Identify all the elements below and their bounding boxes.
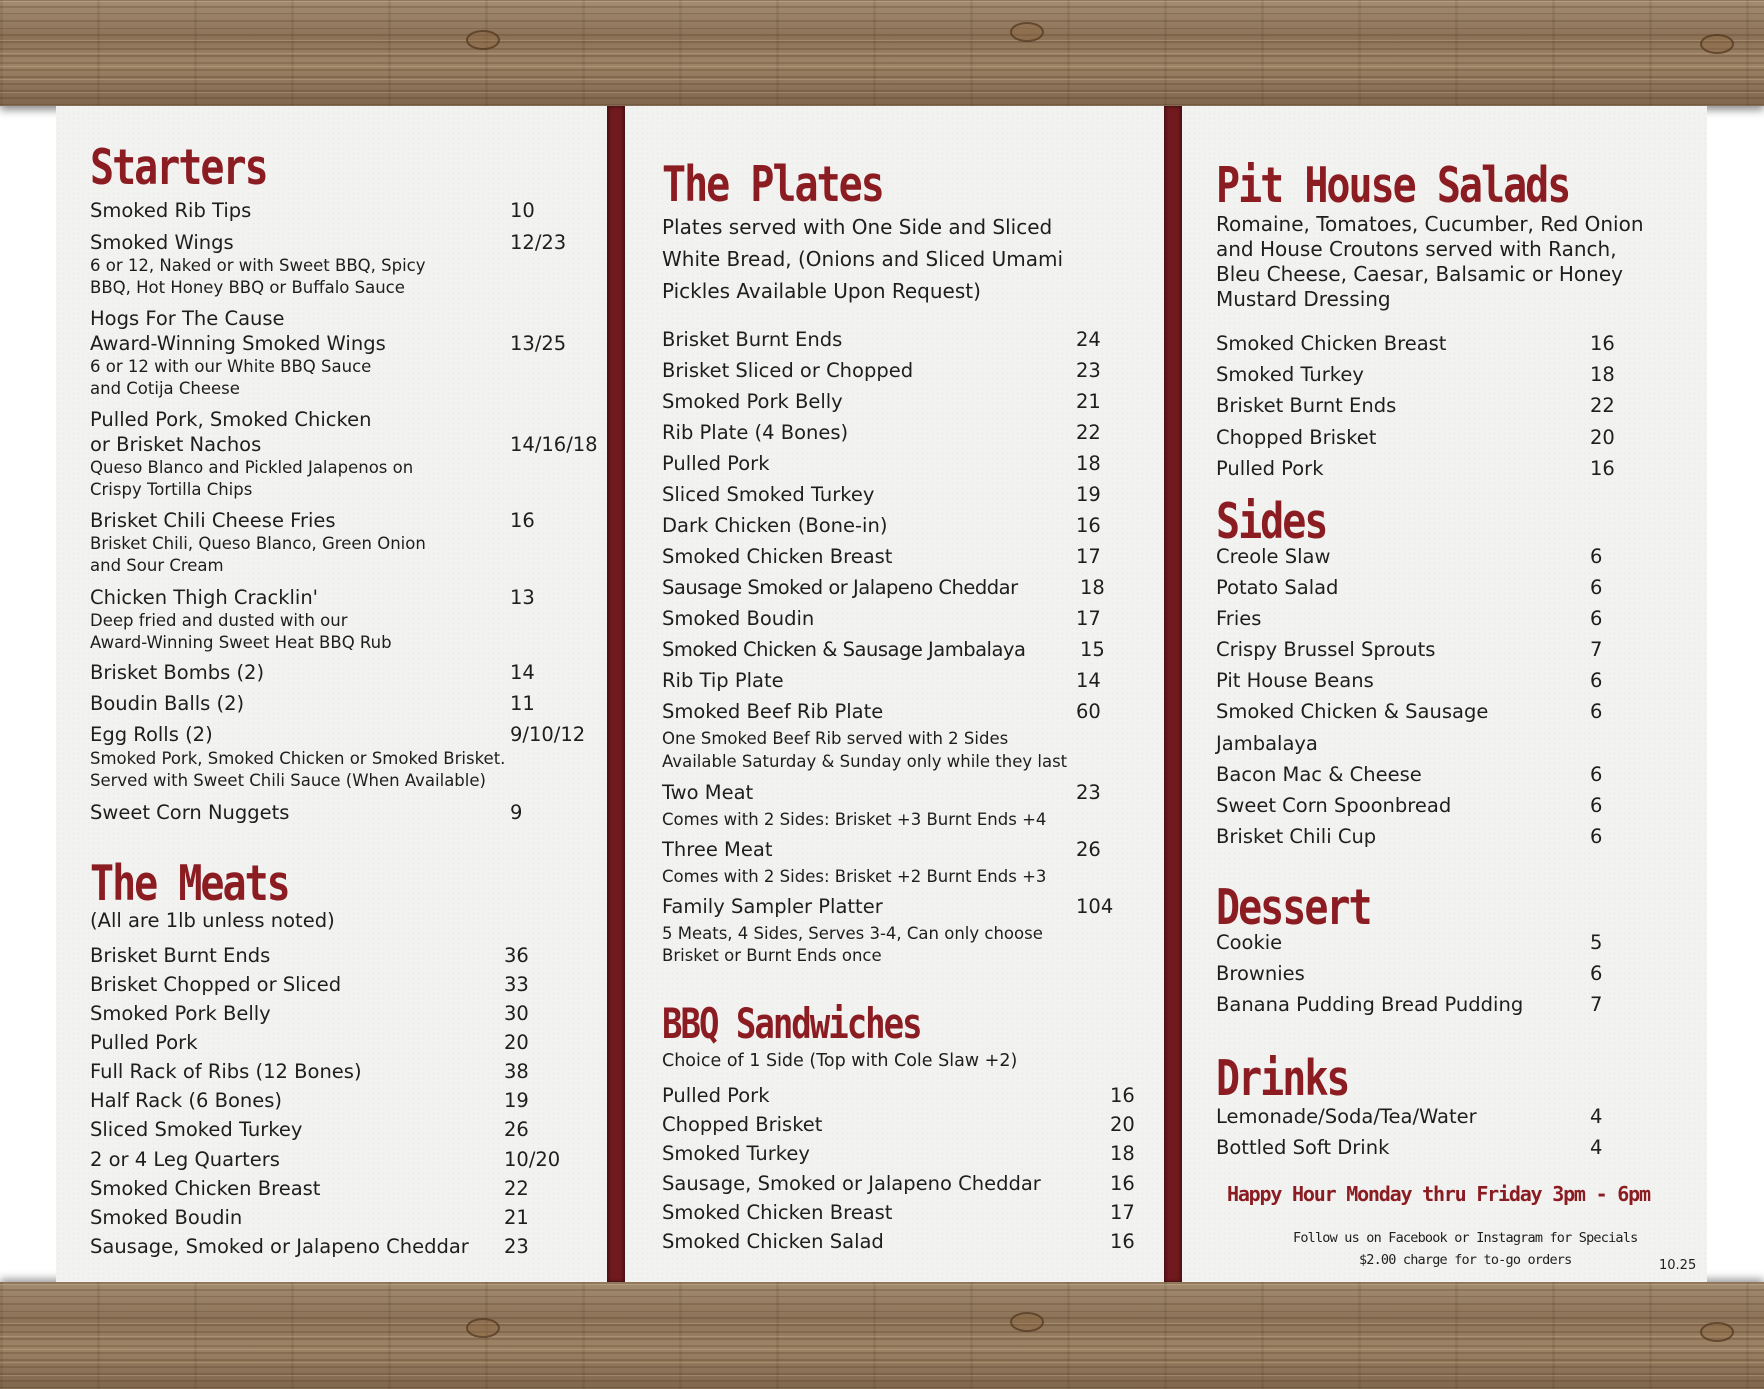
section-intro: and House Croutons served with Ranch, [1216, 237, 1617, 261]
togo-charge-text: $2.00 charge for to-go orders [1358, 1252, 1572, 1268]
item-description: Smoked Pork, Smoked Chicken or Smoked Brisket. [90, 749, 506, 768]
item-description: 6 or 12, Naked or with Sweet BBQ, Spicy [90, 256, 426, 275]
version-label: 10.25 [1659, 1258, 1697, 1273]
item-description: Available Saturday & Sunday only while they last [662, 752, 1068, 771]
column-divider [1164, 106, 1182, 1282]
section-title-starters: Starters [90, 140, 267, 197]
item-description: and Sour Cream [90, 556, 224, 575]
section-intro: Plates served with One Side and Sliced [662, 215, 1053, 239]
section-title-meats: The Meats [90, 856, 289, 913]
item-description: Crispy Tortilla Chips [90, 480, 253, 499]
follow-text: Follow us on Facebook or Instagram for Specials [1293, 1230, 1638, 1246]
item-description: Deep fried and dusted with our [90, 611, 348, 630]
section-note: Choice of 1 Side (Top with Cole Slaw +2) [662, 1051, 1018, 1071]
item-description: Brisket Chili, Queso Blanco, Green Onion [90, 534, 426, 553]
section-title-sandwiches: BBQ Sandwiches [662, 1000, 921, 1049]
item-description: Queso Blanco and Pickled Jalapenos on [90, 458, 414, 477]
item-description: Comes with 2 Sides: Brisket +3 Burnt Ends +4 [662, 810, 1047, 829]
top-wood-plank [0, 0, 1764, 106]
section-title-dessert: Dessert [1216, 880, 1371, 937]
section-intro: Pickles Available Upon Request) [662, 279, 981, 303]
section-title-drinks: Drinks [1216, 1051, 1349, 1108]
item-description: Brisket or Burnt Ends once [662, 946, 882, 965]
item-description: and Cotija Cheese [90, 379, 240, 398]
item-description: One Smoked Beef Rib served with 2 Sides [662, 729, 1009, 748]
item-description: Award-Winning Sweet Heat BBQ Rub [90, 633, 392, 652]
section-title-salads: Pit House Salads [1216, 158, 1570, 215]
item-description: Comes with 2 Sides: Brisket +2 Burnt Ends +3 [662, 867, 1047, 886]
section-intro: Romaine, Tomatoes, Cucumber, Red Onion [1216, 212, 1644, 236]
bottom-wood-plank [0, 1282, 1764, 1389]
section-intro: White Bread, (Onions and Sliced Umami [662, 247, 1064, 271]
item-description: 5 Meats, 4 Sides, Serves 3-4, Can only choose [662, 924, 1043, 943]
column-divider [607, 106, 625, 1282]
item-description: Served with Sweet Chili Sauce (When Available) [90, 771, 486, 790]
section-intro: Mustard Dressing [1216, 287, 1391, 311]
item-description: BBQ, Hot Honey BBQ or Buffalo Sauce [90, 278, 405, 297]
social-follow-note [1293, 1227, 1637, 1271]
section-title-sides: Sides [1216, 494, 1327, 551]
section-intro: Bleu Cheese, Caesar, Balsamic or Honey [1216, 262, 1623, 286]
happy-hour-banner: Happy Hour Monday thru Friday 3pm - 6pm [1227, 1182, 1650, 1206]
section-title-plates: The Plates [662, 157, 883, 214]
item-description: 6 or 12 with our White BBQ Sauce [90, 357, 372, 376]
